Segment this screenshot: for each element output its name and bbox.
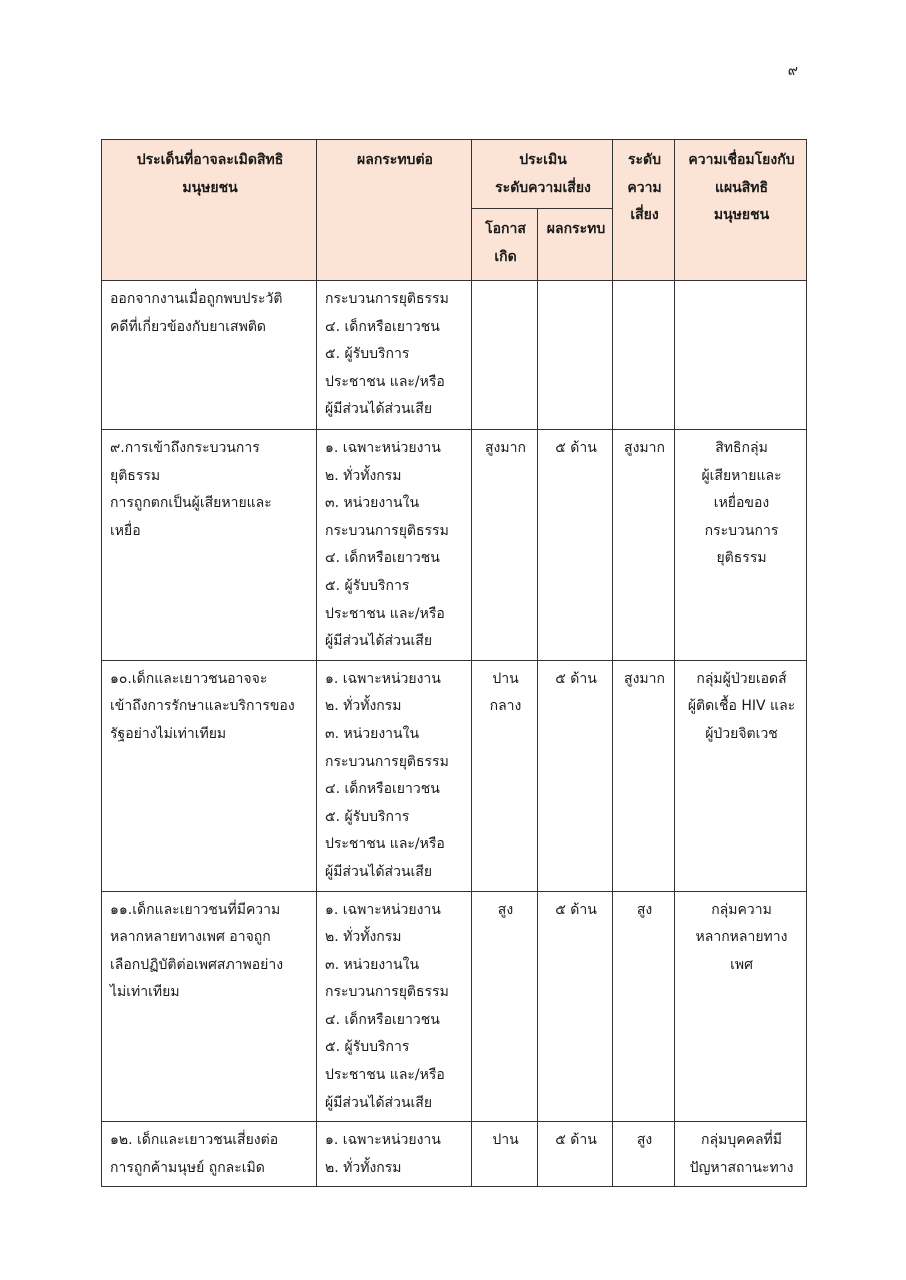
cell-risk-level: สูงมาก: [613, 660, 675, 891]
table-header: [102, 140, 807, 281]
cell-likelihood: [472, 281, 538, 430]
cell-link: สิทธิกลุ่ม ผู้เสียหายและ เหยื่อของ กระบวนการ ยุติธรรม: [675, 430, 807, 661]
header-likelihood: โอกาส เกิด: [472, 209, 538, 281]
cell-risk-level: สูง: [613, 1122, 675, 1187]
cell-impact-on: ๑. เฉพาะหน่วยงาน ๒. ทั่วทั้งกรม: [317, 1122, 472, 1187]
cell-likelihood: ปาน กลาง: [472, 660, 538, 891]
cell-risk-level: สูง: [613, 891, 675, 1122]
cell-issue: ๑๐.เด็กและเยาวชนอาจจะ เข้าถึงการรักษาและบริการของ รัฐอย่างไม่เท่าเทียม: [102, 660, 317, 891]
table-row: [102, 281, 807, 430]
header-impact-on: ผลกระทบต่อ: [317, 140, 472, 281]
cell-impact-on: ๑. เฉพาะหน่วยงาน ๒. ทั่วทั้งกรม ๓. หน่วยงานใน กระบวนการยุติธรรม ๔. เด็กหรือเยาวชน ๕. ผู้รับบริการ ประชาชน และ/หรือ ผู้มีส่วนได้ส่วนเสีย: [317, 430, 472, 661]
table-row: [102, 891, 807, 1122]
cell-risk-level: [613, 281, 675, 430]
cell-impact: ๕ ด้าน: [538, 660, 613, 891]
table-row: [102, 660, 807, 891]
cell-impact-on: ๑. เฉพาะหน่วยงาน ๒. ทั่วทั้งกรม ๓. หน่วยงานใน กระบวนการยุติธรรม ๔. เด็กหรือเยาวชน ๕. ผู้รับบริการ ประชาชน และ/หรือ ผู้มีส่วนได้ส่วนเสีย: [317, 660, 472, 891]
cell-issue: ๑๑.เด็กและเยาวชนที่มีความ หลากหลายทางเพศ อาจถูก เลือกปฏิบัติต่อเพศสภาพอย่าง ไม่เท่าเทียม: [102, 891, 317, 1122]
cell-likelihood: สูงมาก: [472, 430, 538, 661]
cell-impact-on: กระบวนการยุติธรรม ๔. เด็กหรือเยาวชน ๕. ผู้รับบริการ ประชาชน และ/หรือ ผู้มีส่วนได้ส่วนเสีย: [317, 281, 472, 430]
header-risk-level: ระดับ ความ เสี่ยง: [613, 140, 675, 281]
cell-risk-level: สูงมาก: [613, 430, 675, 661]
risk-assessment-table: [101, 139, 807, 1187]
table-row: [102, 430, 807, 661]
header-impact: ผลกระทบ: [538, 209, 613, 281]
cell-link: [675, 281, 807, 430]
cell-impact: ๕ ด้าน: [538, 891, 613, 1122]
cell-likelihood: ปาน: [472, 1122, 538, 1187]
cell-likelihood: สูง: [472, 891, 538, 1122]
cell-impact: [538, 281, 613, 430]
cell-issue: ๙.การเข้าถึงกระบวนการ ยุติธรรม การถูกตกเป็นผู้เสียหายและ เหยื่อ: [102, 430, 317, 661]
page-number: ๙: [787, 63, 798, 79]
cell-link: กลุ่มผู้ป่วยเอดส์ ผู้ติดเชื้อ HIV และ ผู้ป่วยจิตเวช: [675, 660, 807, 891]
header-issue: ประเด็นที่อาจละเมิดสิทธิ มนุษยชน: [102, 140, 317, 281]
cell-impact-on: ๑. เฉพาะหน่วยงาน ๒. ทั่วทั้งกรม ๓. หน่วยงานใน กระบวนการยุติธรรม ๔. เด็กหรือเยาวชน ๕. ผู้รับบริการ ประชาชน และ/หรือ ผู้มีส่วนได้ส่วนเสีย: [317, 891, 472, 1122]
header-link: ความเชื่อมโยงกับ แผนสิทธิ มนุษยชน: [675, 140, 807, 281]
cell-link: กลุ่มความ หลากหลายทาง เพศ: [675, 891, 807, 1122]
cell-issue: ๑๒. เด็กและเยาวชนเสี่ยงต่อ การถูกค้ามนุษย์ ถูกละเมิด: [102, 1122, 317, 1187]
cell-impact: ๕ ด้าน: [538, 430, 613, 661]
table-row: [102, 1122, 807, 1187]
cell-issue: ออกจากงานเมื่อถูกพบประวัติ คดีที่เกี่ยวข้องกับยาเสพติด: [102, 281, 317, 430]
cell-impact: ๕ ด้าน: [538, 1122, 613, 1187]
cell-link: กลุ่มบุคคลที่มี ปัญหาสถานะทาง: [675, 1122, 807, 1187]
header-assessment: ประเมิน ระดับความเสี่ยง: [472, 140, 613, 209]
